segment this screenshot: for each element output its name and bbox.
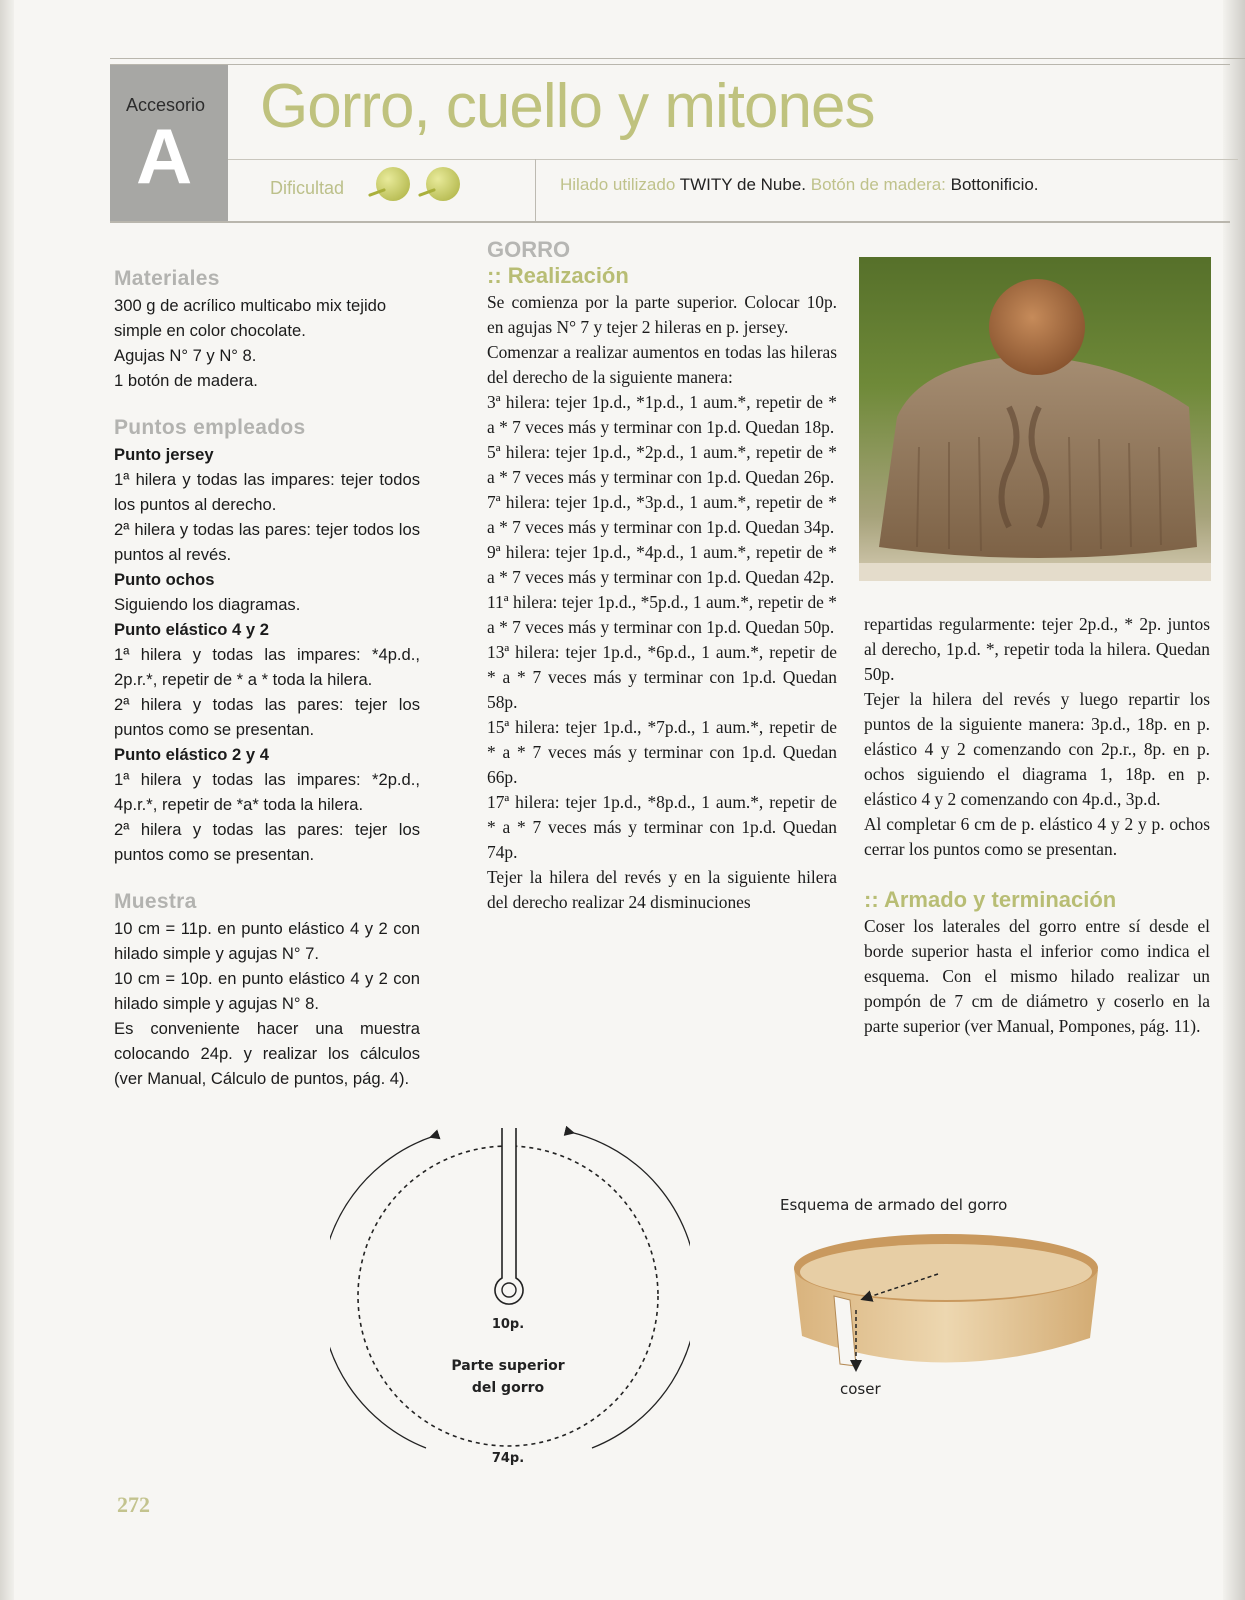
row-instruction: 5ª hilera: tejer 1p.d., *2p.d., 1 aum.*, repetir de * a * 7 veces más y terminar con 1p.d. Quedan 26p. <box>487 442 837 487</box>
header-divider <box>535 159 536 221</box>
measure-arc-right <box>570 1132 690 1448</box>
muestra-line: Es conveniente hacer una muestra colocando 24p. y realizar los cálculos (ver Manual, Cálculo de puntos, pág. 4). <box>114 1019 420 1088</box>
muestra-line: 10 cm = 11p. en punto elástico 4 y 2 con hilado simple y agujas N° 7. <box>114 919 420 963</box>
photo-bottom <box>859 563 1211 581</box>
row-instruction: 9ª hilera: tejer 1p.d., *4p.d., 1 aum.*, repetir de * a * 7 veces más y terminar con 1p.d. Quedan 42p. <box>487 542 837 587</box>
instruction-paragraph: Comenzar a realizar aumentos en todas las hileras del derecho de la siguiente manera: <box>487 342 837 387</box>
category-letter: A <box>136 112 193 200</box>
materiales-item: 1 botón de madera. <box>114 371 258 390</box>
yarn-value: TWITY de Nube. <box>679 175 807 194</box>
instruction-paragraph: Coser los laterales del gorro entre sí desde el borde superior hasta el inferior como indica el esquema. Con el mismo hilado realizar un pompón de 7 cm de diámetro y coserlo en la parte superior (ver Manual, Pompones, pág. 11). <box>864 916 1210 1036</box>
article-header <box>110 64 1230 223</box>
row-instruction: 17ª hilera: tejer 1p.d., *8p.d., 1 aum.*, repetir de * a * 7 veces más y terminar con 1p.d. Quedan 74p. <box>487 792 837 862</box>
yarn-ball-icon <box>426 167 460 201</box>
scheme-title: Esquema de armado del gorro <box>780 1196 1008 1214</box>
yarn-ball-icon <box>376 167 410 201</box>
title-divider <box>228 159 1238 160</box>
stitch-title: Punto ochos <box>114 570 215 589</box>
section-title: GORRO <box>487 237 571 262</box>
stitch-title: Punto elástico 4 y 2 <box>114 620 269 639</box>
page-right-edge <box>1223 0 1245 1600</box>
category-label: Accesorio <box>126 95 206 115</box>
instruction-paragraph: Tejer la hilera del revés y luego repartir los puntos de la siguiente manera: 3p.d., 18p. en p. elástico 4 y 2 comenzando con 2p.r., 8p. en p. ochos siguiendo el diagrama 1, 18p. en p. elástico 4 y 2 comenzando con 4p.d., 3p.d. <box>864 689 1210 809</box>
stitch-instruction: 1ª hilera y todas las impares: tejer todos los puntos al derecho. <box>114 470 420 514</box>
bottom-stitch-count: 74p. <box>491 1451 525 1466</box>
crown-diagram <box>330 1118 690 1478</box>
stitch-title: Punto jersey <box>114 445 214 464</box>
crown-slit <box>495 1128 523 1304</box>
armado-heading: :: Armado y terminación <box>864 887 1117 912</box>
row-instruction: 13ª hilera: tejer 1p.d., *6p.d., 1 aum.*, repetir de * a * 7 veces más y terminar con 1p.d. Quedan 58p. <box>487 642 837 712</box>
top-rule <box>110 58 1245 59</box>
materiales-heading: Materiales <box>114 267 220 290</box>
stitch-instruction: 2ª hilera y todas las pares: tejer los puntos como se presentan. <box>114 820 420 864</box>
assembly-scheme-svg <box>780 1188 1110 1418</box>
muestra-line: 10 cm = 10p. en punto elástico 4 y 2 con hilado simple y agujas N° 8. <box>114 969 420 1013</box>
stitch-instruction: 1ª hilera y todas las impares: *4p.d., 2p.r.*, repetir de * a * toda la hilera. <box>114 645 420 689</box>
row-instruction: 11ª hilera: tejer 1p.d., *5p.d., 1 aum.*, repetir de * a * 7 veces más y terminar con 1p.d. Quedan 50p. <box>487 592 837 637</box>
instruction-paragraph: Al completar 6 cm de p. elástico 4 y 2 y p. ochos cerrar los puntos como se presentan. <box>864 814 1210 859</box>
right-column <box>864 612 1210 1039</box>
middle-column <box>487 238 837 915</box>
hat-photo <box>859 257 1211 581</box>
stitch-title: Punto elástico 2 y 4 <box>114 745 269 764</box>
button-label: Botón de madera: <box>810 175 946 194</box>
page-title: Gorro, cuello y mitones <box>260 72 875 141</box>
diagram-label: del gorro <box>471 1380 545 1396</box>
hat-band-inner <box>800 1244 1092 1300</box>
row-instruction: 15ª hilera: tejer 1p.d., *7p.d., 1 aum.*, repetir de * a * 7 veces más y terminar con 1p.d. Quedan 66p. <box>487 717 837 787</box>
pompom <box>989 279 1085 375</box>
category-badge <box>110 65 228 221</box>
yarn-label: Hilado utilizado <box>560 175 676 194</box>
stitch-instruction: 2ª hilera y todas las pares: tejer todos los puntos al revés. <box>114 520 420 564</box>
materiales-item: Agujas N° 7 y N° 8. <box>114 346 257 365</box>
button-value: Bottonificio. <box>950 175 1039 194</box>
instruction-paragraph: repartidas regularmente: tejer 2p.d., * 2p. juntos al derecho, 1p.d. *, repetir toda la hilera. Quedan 50p. <box>864 614 1210 684</box>
stitch-instruction: 2ª hilera y todas las pares: tejer los puntos como se presentan. <box>114 695 420 739</box>
muestra-heading: Muestra <box>114 890 197 913</box>
top-stitch-count: 10p. <box>491 1317 525 1332</box>
crown-diagram-svg <box>330 1118 690 1478</box>
row-instruction: 3ª hilera: tejer 1p.d., *1p.d., 1 aum.*, repetir de * a * 7 veces más y terminar con 1p.d. Quedan 18p. <box>487 392 837 437</box>
yarn-info <box>560 175 1039 195</box>
realizacion-heading: :: Realización <box>487 263 629 288</box>
instruction-paragraph: Tejer la hilera del revés y en la siguiente hilera del derecho realizar 24 disminuciones <box>487 867 837 912</box>
puntos-heading: Puntos empleados <box>114 416 306 439</box>
sew-label: coser <box>840 1380 881 1398</box>
difficulty-label: Dificultad <box>270 178 345 198</box>
stitch-instruction: 1ª hilera y todas las impares: *2p.d., 4p.r.*, repetir de *a* toda la hilera. <box>114 770 420 814</box>
page-binding-edge <box>0 0 14 1600</box>
page-number: 272 <box>117 1492 150 1517</box>
materiales-item: 300 g de acrílico multicabo mix tejido simple en color chocolate. <box>114 296 387 340</box>
measure-arc-left <box>330 1136 434 1448</box>
stitch-instruction: Siguiendo los diagramas. <box>114 595 301 614</box>
assembly-scheme <box>780 1188 1110 1418</box>
instruction-paragraph: Se comienza por la parte superior. Colocar 10p. en agujas N° 7 y tejer 2 hileras en p. jersey. <box>487 292 837 337</box>
left-column <box>114 266 420 1091</box>
row-instruction: 7ª hilera: tejer 1p.d., *3p.d., 1 aum.*, repetir de * a * 7 veces más y terminar con 1p.d. Quedan 34p. <box>487 492 837 537</box>
hat-illustration <box>859 257 1211 581</box>
diagram-label: Parte superior <box>451 1358 565 1374</box>
